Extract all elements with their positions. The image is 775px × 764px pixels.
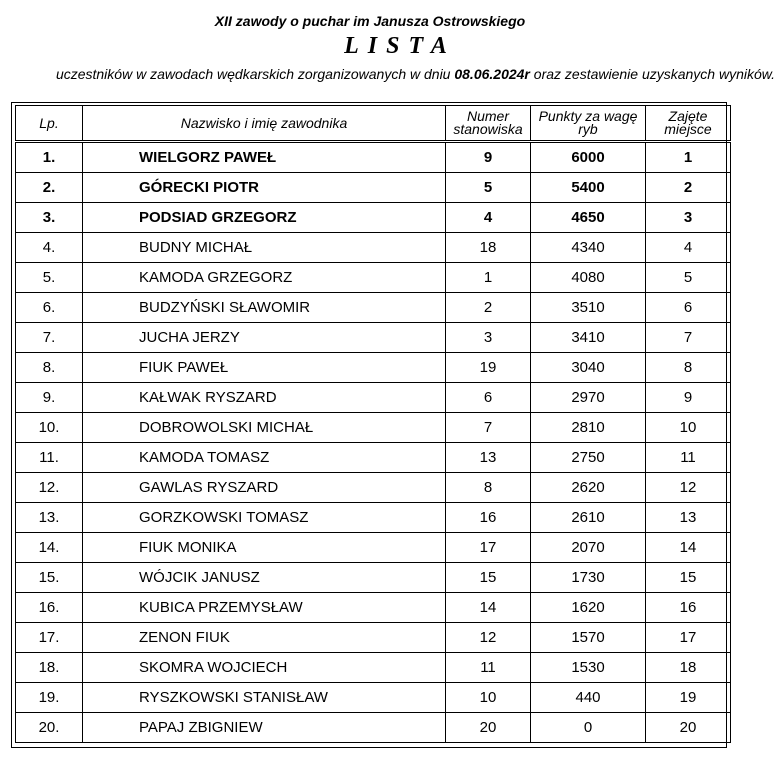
cell-lp: 5.	[16, 263, 83, 293]
header-stand: Numer stanowiska	[446, 106, 531, 142]
cell-points: 2620	[531, 473, 646, 503]
cell-lp: 17.	[16, 623, 83, 653]
cell-place: 18	[646, 653, 731, 683]
table-row	[16, 503, 731, 533]
cell-stand: 1	[446, 263, 531, 293]
table-row	[16, 473, 731, 503]
cell-lp: 8.	[16, 353, 83, 383]
table-row	[16, 683, 731, 713]
cell-name: GAWLAS RYSZARD	[83, 473, 446, 503]
table-row	[16, 233, 731, 263]
cell-stand: 5	[446, 173, 531, 203]
cell-place: 13	[646, 503, 731, 533]
cell-name: ZENON FIUK	[83, 623, 446, 653]
cell-lp: 7.	[16, 323, 83, 353]
document-title: LISTA	[344, 33, 456, 59]
header-name: Nazwisko i imię zawodnika	[83, 106, 446, 142]
cell-stand: 6	[446, 383, 531, 413]
table-header-row	[16, 106, 731, 142]
cell-lp: 11.	[16, 443, 83, 473]
cell-place: 19	[646, 683, 731, 713]
table-row	[16, 623, 731, 653]
cell-place: 2	[646, 173, 731, 203]
cell-lp: 2.	[16, 173, 83, 203]
cell-points: 0	[531, 713, 646, 743]
cell-name: WIELGORZ PAWEŁ	[83, 142, 446, 173]
document-description	[0, 66, 775, 82]
cell-lp: 14.	[16, 533, 83, 563]
cell-name: DOBROWOLSKI MICHAŁ	[83, 413, 446, 443]
table-row	[16, 353, 731, 383]
cell-lp: 18.	[16, 653, 83, 683]
cell-stand: 2	[446, 293, 531, 323]
cell-lp: 4.	[16, 233, 83, 263]
competition-date: 08.06.2024r	[454, 66, 530, 82]
cell-lp: 3.	[16, 203, 83, 233]
cell-name: JUCHA JERZY	[83, 323, 446, 353]
cell-stand: 9	[446, 142, 531, 173]
table-row	[16, 323, 731, 353]
cell-place: 17	[646, 623, 731, 653]
cell-points: 6000	[531, 142, 646, 173]
description-text-after: oraz zestawienie uzyskanych wyników.	[529, 66, 775, 82]
cell-points: 2750	[531, 443, 646, 473]
cell-points: 5400	[531, 173, 646, 203]
cell-stand: 12	[446, 623, 531, 653]
cell-lp: 6.	[16, 293, 83, 323]
cell-points: 1620	[531, 593, 646, 623]
table-row	[16, 713, 731, 743]
cell-name: PAPAJ ZBIGNIEW	[83, 713, 446, 743]
cell-name: KAMODA TOMASZ	[83, 443, 446, 473]
cell-place: 3	[646, 203, 731, 233]
table-row	[16, 443, 731, 473]
header-points: Punkty za wagę ryb	[531, 106, 646, 142]
cell-points: 4340	[531, 233, 646, 263]
cell-stand: 17	[446, 533, 531, 563]
cell-lp: 10.	[16, 413, 83, 443]
cell-stand: 11	[446, 653, 531, 683]
cell-points: 2810	[531, 413, 646, 443]
cell-name: FIUK PAWEŁ	[83, 353, 446, 383]
cell-lp: 13.	[16, 503, 83, 533]
cell-points: 4650	[531, 203, 646, 233]
cell-name: KAŁWAK RYSZARD	[83, 383, 446, 413]
cell-lp: 9.	[16, 383, 83, 413]
cell-stand: 16	[446, 503, 531, 533]
cell-stand: 7	[446, 413, 531, 443]
table-row	[16, 293, 731, 323]
cell-stand: 14	[446, 593, 531, 623]
header-lp: Lp.	[16, 106, 83, 142]
table-row	[16, 413, 731, 443]
cell-name: SKOMRA WOJCIECH	[83, 653, 446, 683]
results-table	[15, 105, 731, 743]
cell-name: KAMODA GRZEGORZ	[83, 263, 446, 293]
cell-points: 1530	[531, 653, 646, 683]
cell-stand: 4	[446, 203, 531, 233]
cell-name: GORZKOWSKI TOMASZ	[83, 503, 446, 533]
cell-place: 1	[646, 142, 731, 173]
cell-points: 2610	[531, 503, 646, 533]
cell-points: 1570	[531, 623, 646, 653]
cell-lp: 15.	[16, 563, 83, 593]
cell-place: 9	[646, 383, 731, 413]
cell-points: 440	[531, 683, 646, 713]
header-place: Zajęte miejsce	[646, 106, 731, 142]
cell-place: 16	[646, 593, 731, 623]
table-row	[16, 593, 731, 623]
cell-stand: 15	[446, 563, 531, 593]
table-body	[16, 142, 731, 743]
cell-stand: 19	[446, 353, 531, 383]
cell-lp: 16.	[16, 593, 83, 623]
cell-place: 11	[646, 443, 731, 473]
table-row	[16, 563, 731, 593]
cell-points: 3510	[531, 293, 646, 323]
cell-lp: 1.	[16, 142, 83, 173]
competition-subtitle: XII zawody o puchar im Janusza Ostrowskiego	[214, 13, 526, 29]
table-row	[16, 173, 731, 203]
cell-place: 14	[646, 533, 731, 563]
cell-place: 12	[646, 473, 731, 503]
cell-place: 7	[646, 323, 731, 353]
table-row	[16, 383, 731, 413]
cell-place: 10	[646, 413, 731, 443]
cell-points: 4080	[531, 263, 646, 293]
cell-stand: 13	[446, 443, 531, 473]
cell-name: BUDZYŃSKI SŁAWOMIR	[83, 293, 446, 323]
cell-name: RYSZKOWSKI STANISŁAW	[83, 683, 446, 713]
cell-name: WÓJCIK JANUSZ	[83, 563, 446, 593]
cell-place: 5	[646, 263, 731, 293]
description-text-before: uczestników w zawodach wędkarskich zorganizowanych w dniu	[55, 66, 455, 82]
cell-name: PODSIAD GRZEGORZ	[83, 203, 446, 233]
cell-stand: 18	[446, 233, 531, 263]
cell-name: FIUK MONIKA	[83, 533, 446, 563]
cell-points: 3040	[531, 353, 646, 383]
table-row	[16, 533, 731, 563]
cell-points: 2070	[531, 533, 646, 563]
cell-place: 20	[646, 713, 731, 743]
cell-name: GÓRECKI PIOTR	[83, 173, 446, 203]
cell-lp: 19.	[16, 683, 83, 713]
cell-lp: 20.	[16, 713, 83, 743]
table-row	[16, 653, 731, 683]
cell-points: 3410	[531, 323, 646, 353]
table-row	[16, 203, 731, 233]
cell-name: BUDNY MICHAŁ	[83, 233, 446, 263]
cell-name: KUBICA PRZEMYSŁAW	[83, 593, 446, 623]
cell-points: 1730	[531, 563, 646, 593]
cell-stand: 10	[446, 683, 531, 713]
cell-stand: 20	[446, 713, 531, 743]
cell-place: 6	[646, 293, 731, 323]
cell-stand: 3	[446, 323, 531, 353]
table-row	[16, 142, 731, 173]
cell-lp: 12.	[16, 473, 83, 503]
cell-stand: 8	[446, 473, 531, 503]
table-row	[16, 263, 731, 293]
cell-place: 4	[646, 233, 731, 263]
cell-points: 2970	[531, 383, 646, 413]
cell-place: 15	[646, 563, 731, 593]
cell-place: 8	[646, 353, 731, 383]
